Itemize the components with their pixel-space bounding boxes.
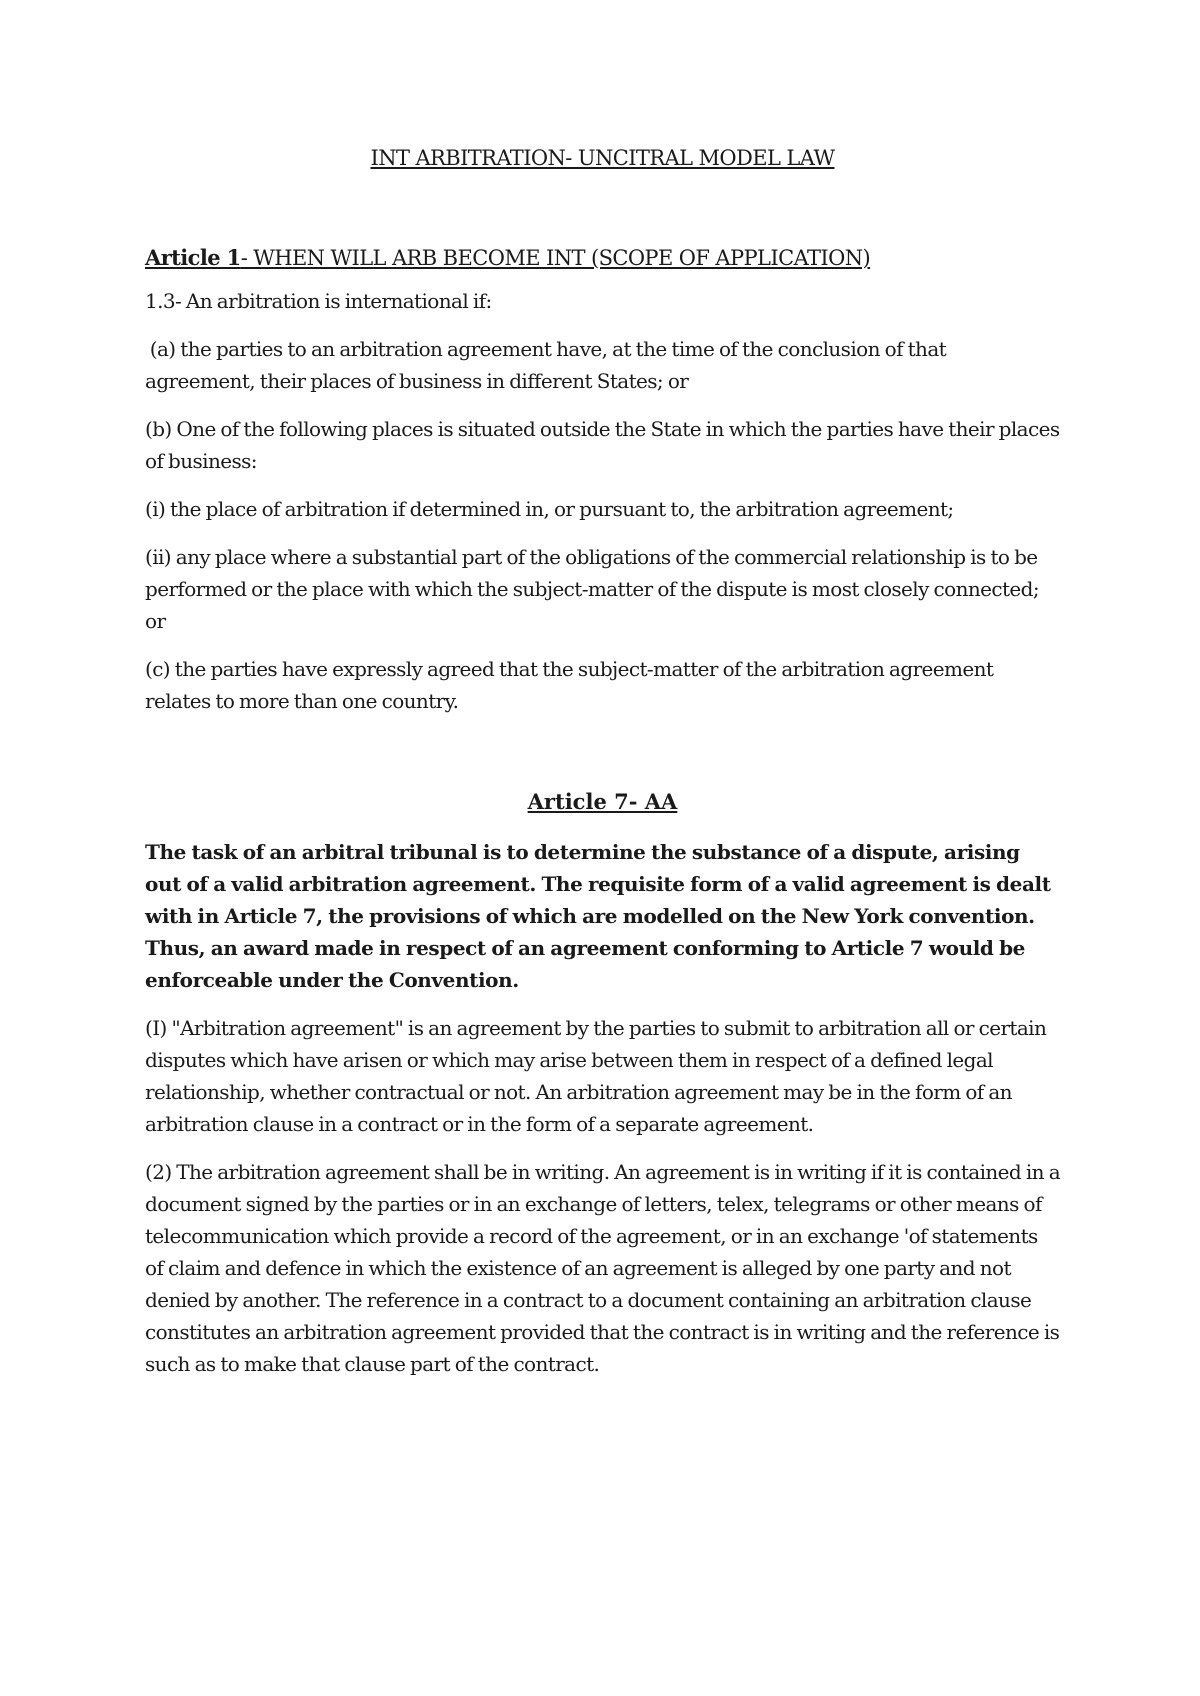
- article-1-paragraph: (ii) any place where a substantial part of the obligations of the commercial relationship is to be performed or the place with which the subject-matter of the dispute is most closely connected; or: [145, 545, 1040, 633]
- article-7-heading: Article 7- AA: [527, 789, 678, 814]
- article-1-heading-lead: Article 1: [145, 245, 241, 270]
- article-7-paragraph: (2) The arbitration agreement shall be in writing. An agreement is in writing if it is contained in a document signed by the parties or in an exchange of letters, telex, telegrams or other means of telecommunication which provide a record of the agreement, or in an exchange 'of statements of claim and defence in which the existence of an agreement is alleged by one party and not denied by another. The reference in a contract to a document containing an arbitration clause constitutes an arbitration agreement provided that the contract is in writing and the reference is such as to make that clause part of the contract.: [145, 1160, 1061, 1376]
- article-7-intro: The task of an arbitral tribunal is to determine the substance of a dispute, arising out of a valid arbitration agreement. The requisite form of a valid agreement is dealt with in Article 7, the provisions of which are modelled on the New York convention. Thus, an award made in respect of an agreement conforming to Article 7 would be enforceable under the Convention.: [145, 840, 1051, 992]
- article-1-paragraph: (b) One of the following places is situated outside the State in which the parties have their places of business:: [145, 417, 1060, 473]
- document-title: INT ARBITRATION- UNCITRAL MODEL LAW: [370, 146, 835, 170]
- article-1-paragraph: (c) the parties have expressly agreed that the subject-matter of the arbitration agreement relates to more than one country.: [145, 657, 994, 713]
- article-1-paragraph: (a) the parties to an arbitration agreement have, at the time of the conclusion of that agreement, their places of business in different States; or: [145, 337, 951, 393]
- article-7-section: [145, 788, 1060, 1396]
- article-1-paragraph: (i) the place of arbitration if determined in, or pursuant to, the arbitration agreement;: [145, 497, 954, 521]
- article-1-heading-rest: - WHEN WILL ARB BECOME INT (SCOPE OF APPLICATION): [240, 246, 871, 270]
- article-7-paragraph: (I) "Arbitration agreement" is an agreement by the parties to submit to arbitration all or certain disputes which have arisen or which may arise between them in respect of a defined legal relationship, whether contractual or not. An arbitration agreement may be in the form of an arbitration clause in a contract or in the form of a separate agreement.: [145, 1016, 1047, 1136]
- article-1-section: [145, 245, 1060, 733]
- article-1-heading: [145, 245, 1060, 271]
- article-1-paragraph: 1.3- An arbitration is international if:: [145, 289, 492, 313]
